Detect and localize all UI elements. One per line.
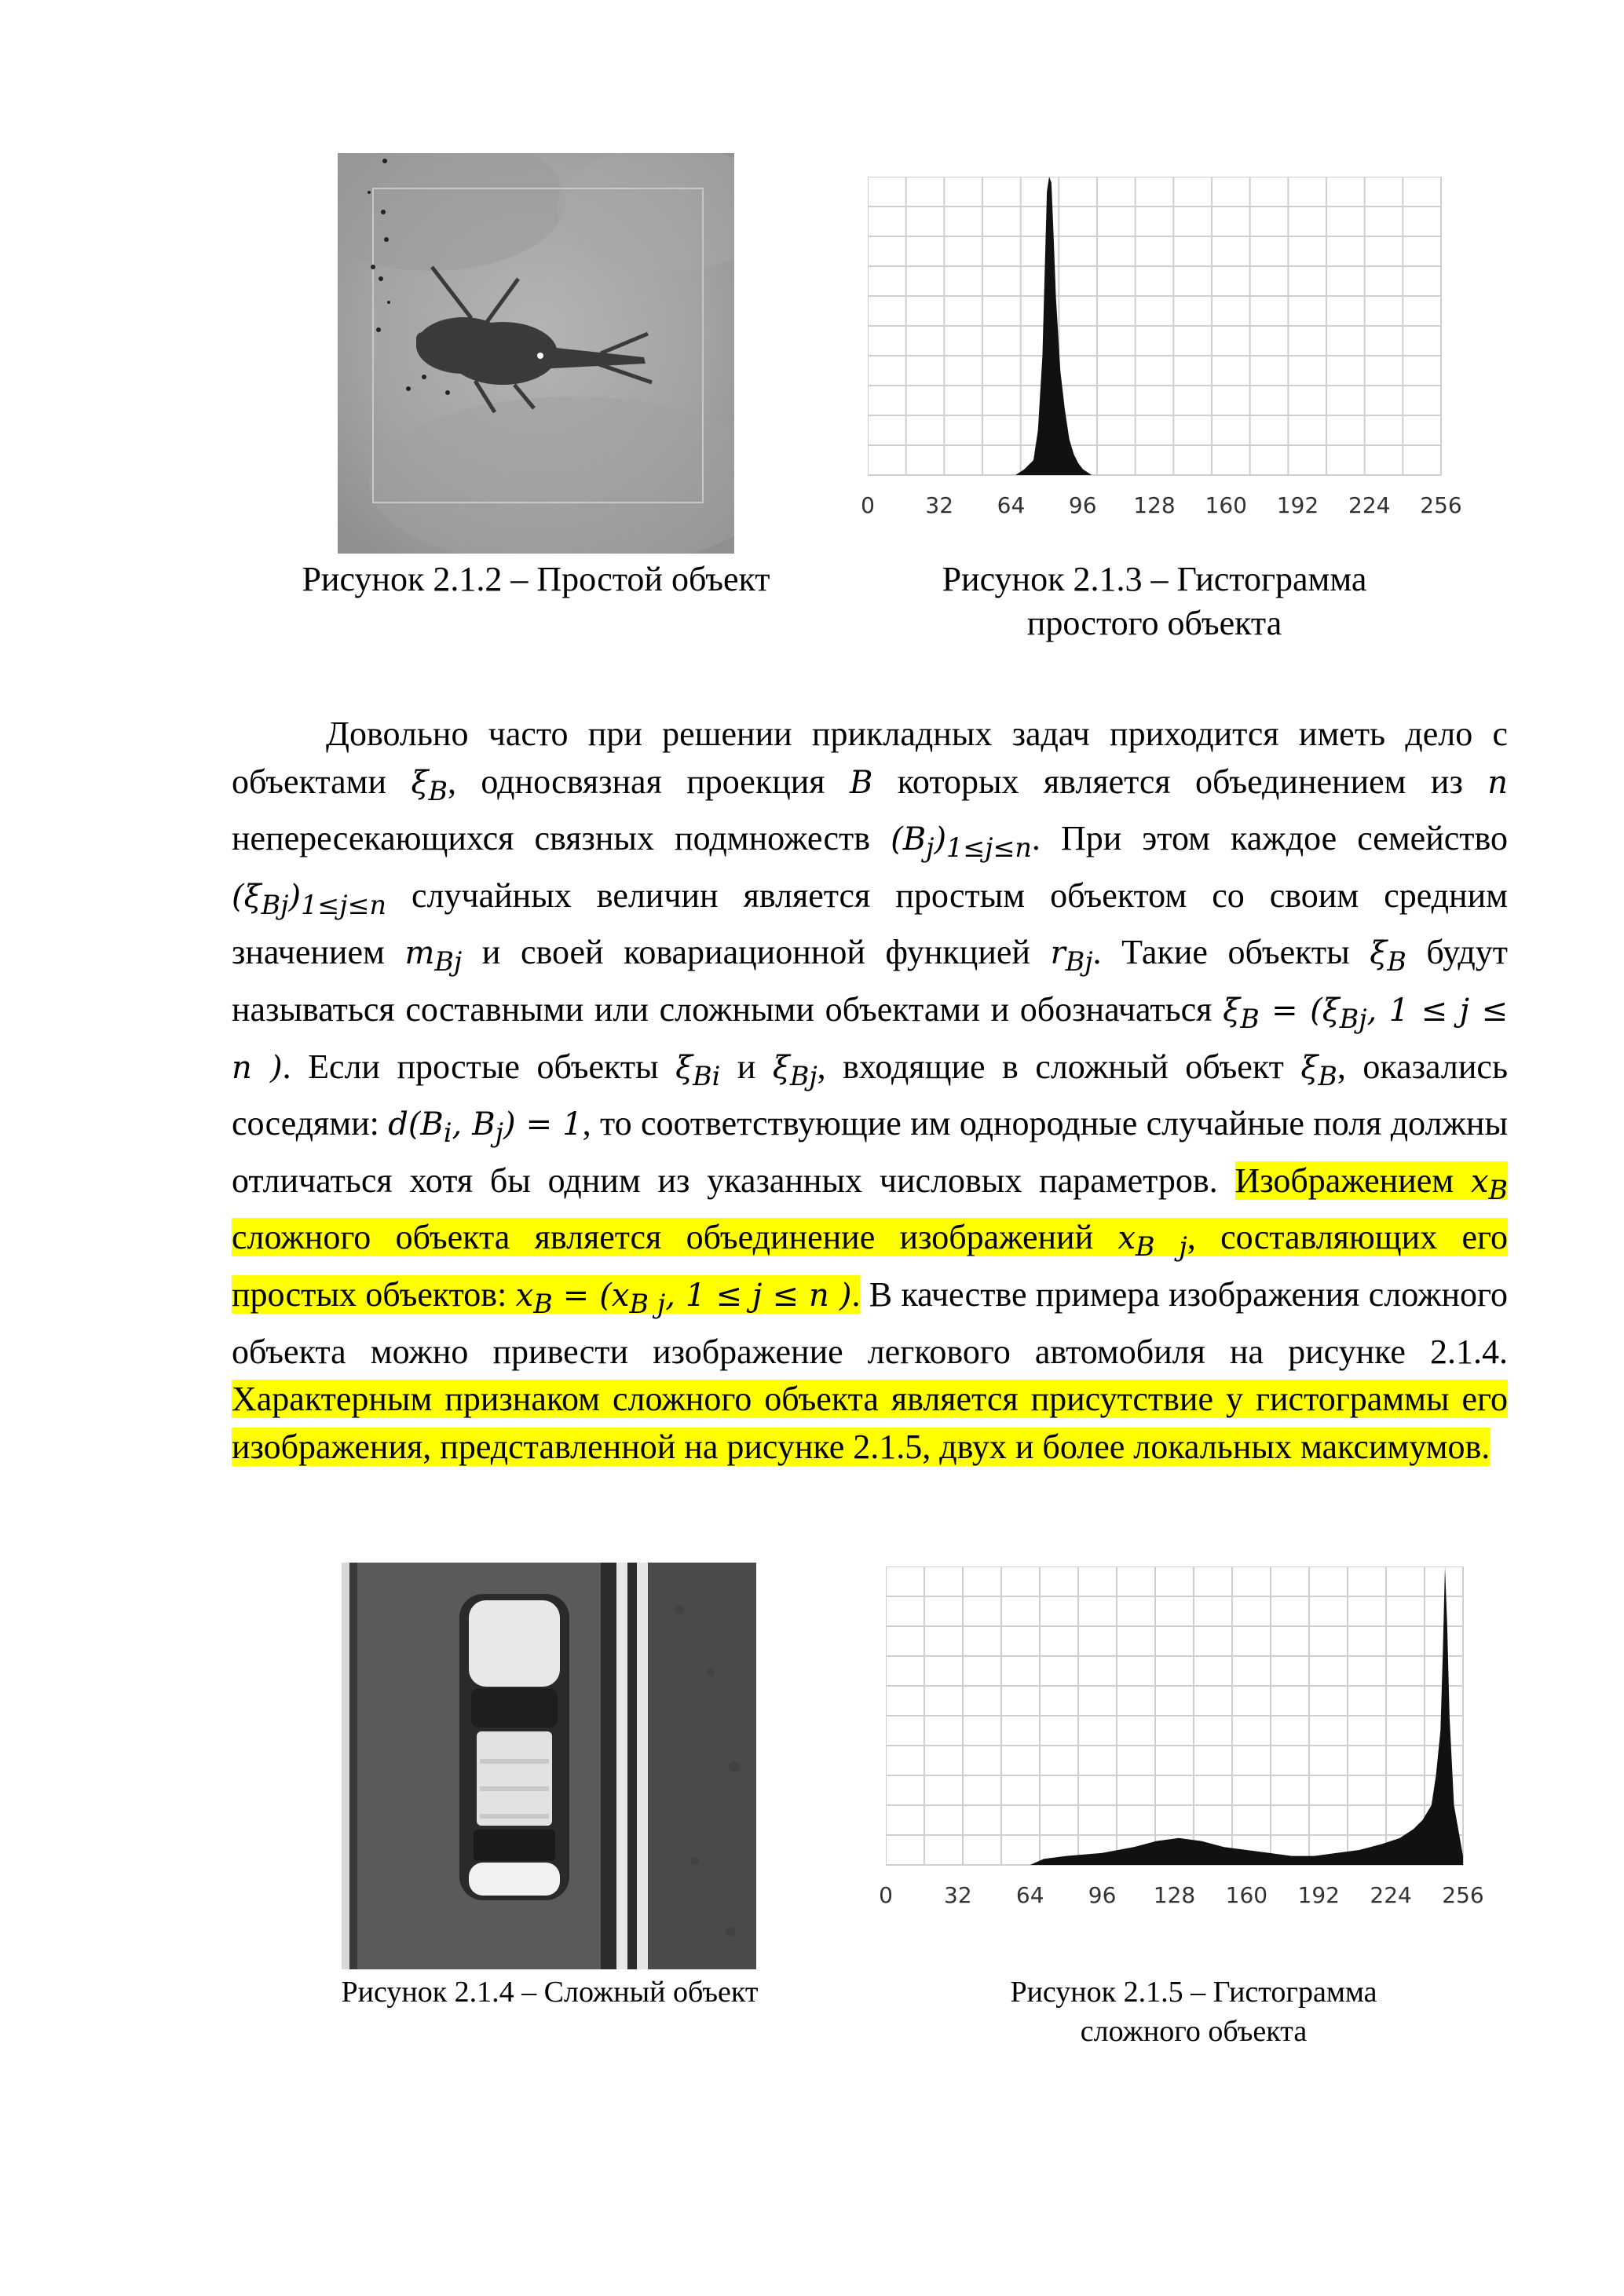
figure-2-1-4-caption: Рисунок 2.1.4 – Сложный объект: [341, 1976, 759, 2009]
histogram-simple-object: [868, 177, 1445, 487]
text-run: случайных величин является простым объектом со своим средним значением: [232, 876, 1508, 972]
x-tick-label: 64: [997, 492, 1026, 518]
x-tick-label: 64: [1015, 1882, 1044, 1908]
figure-2-1-3-caption-line1: Рисунок 2.1.3 – Гистограмма: [942, 560, 1367, 598]
math-symbol: $\xi_{Bi}$: [675, 1049, 721, 1091]
body-paragraph: [232, 711, 1508, 1471]
text-run: , входящие в сложный объект: [817, 1047, 1301, 1086]
highlighted-text: Характерным признаком сложного объекта является присутствие у гистограммы его изображения, представленной на рисунке 2.1.5, двух и более локальных максимумов.: [232, 1380, 1508, 1466]
text-run: Довольно часто при решении прикладных задач приходится иметь дело с объектами: [232, 715, 1508, 801]
x-tick-label: 256: [1442, 1882, 1484, 1908]
figure-2-1-5-caption: [938, 1972, 1449, 2051]
text-run: и: [720, 1047, 773, 1086]
math-symbol: $\xi_B$: [411, 764, 448, 806]
figure-2-1-5-caption-line1: Рисунок 2.1.5 – Гистограмма: [1010, 1976, 1377, 2009]
text-run: . Такие объекты: [1092, 933, 1370, 972]
text-run: , оказались соседями:: [232, 1047, 1509, 1143]
x-tick-label: 96: [1088, 1882, 1117, 1908]
x-tick-label: 32: [944, 1882, 972, 1908]
math-symbol: $x_B$: [1470, 1163, 1509, 1205]
figure-2-1-3-caption: [848, 558, 1461, 645]
math-symbol: $\xi_B$: [1300, 1049, 1337, 1091]
helicopter-image: [338, 153, 734, 554]
text-run: В качестве примера изображения сложного объекта можно привести изображение легкового автомобиля на рисунке 2.1.4.: [232, 1274, 1509, 1371]
x-tick-label: 160: [1205, 492, 1247, 518]
math-symbol: $\xi_B$: [1370, 935, 1406, 978]
text-run: . Если простые объекты: [282, 1047, 676, 1086]
math-formula: $d(B_i$, $B_j) = 1$: [388, 1106, 583, 1149]
figure-2-1-5-caption-line2: сложного объекта: [1080, 2015, 1308, 2048]
x-tick-label: 224: [1370, 1882, 1412, 1908]
x-tick-label: 192: [1297, 1882, 1340, 1908]
x-tick-label: 128: [1133, 492, 1176, 518]
text-run: , то соответствующие им однородные случайные поля должны отличаться хотя бы одним из указанных числовых параметров.: [232, 1104, 1509, 1200]
x-tick-label: 160: [1225, 1882, 1268, 1908]
x-tick-label: 256: [1420, 492, 1462, 518]
x-tick-label: 192: [1276, 492, 1319, 518]
car-image: [342, 1563, 756, 1969]
x-tick-label: 32: [925, 492, 954, 518]
x-tick-label: 0: [879, 1882, 893, 1908]
math-formula: $\xi_B = (\xi_{Bj}$, 1 ≤ j ≤ n ): [232, 992, 1508, 1086]
x-tick-label: 224: [1348, 492, 1391, 518]
math-symbol: $x_{B j}$: [1117, 1220, 1187, 1263]
math-symbol: $m_{Bj}$: [404, 935, 463, 978]
figure-2-1-2-caption: Рисунок 2.1.2 – Простой объект: [302, 560, 770, 598]
x-tick-label: 128: [1153, 1882, 1196, 1908]
highlighted-text: Изображением $x_B$ сложного объекта является объединение изображений $x_{B j}$, составляющих его простых объектов: $x_B = (x_{B j}$, 1 ≤ j ≤ n ).: [232, 1161, 1509, 1319]
math-symbol: n: [1487, 764, 1508, 801]
text-run: , односвязная проекция: [448, 762, 850, 801]
text-run: непересекающихся связных подмножеств: [232, 819, 891, 858]
math-formula: $x_B = (x_{B j}$, 1 ≤ j ≤ n ): [515, 1277, 852, 1319]
math-formula: $(\xi_{Bj})_{1\le j\le n}$: [232, 878, 386, 920]
x-tick-label: 96: [1068, 492, 1097, 518]
math-symbol: $\xi_{Bj}$: [772, 1049, 817, 1091]
text-run: . При этом каждое семейство: [1031, 819, 1508, 858]
text-run: и своей ковариационной функцией: [462, 933, 1051, 972]
text-run: будут называться составными или сложными объектами и обозначаться: [232, 933, 1508, 1029]
math-symbol: $r_{Bj}$: [1050, 935, 1093, 978]
x-tick-label: 0: [861, 492, 875, 518]
math-formula: $(B_j)_{1\le j\le n}$: [891, 821, 1032, 864]
math-symbol: B: [849, 764, 873, 801]
text-run: которых является объединением из: [872, 762, 1488, 801]
figure-2-1-3-caption-line2: простого объекта: [1026, 604, 1282, 642]
histogram-complex-object: [886, 1567, 1467, 1877]
